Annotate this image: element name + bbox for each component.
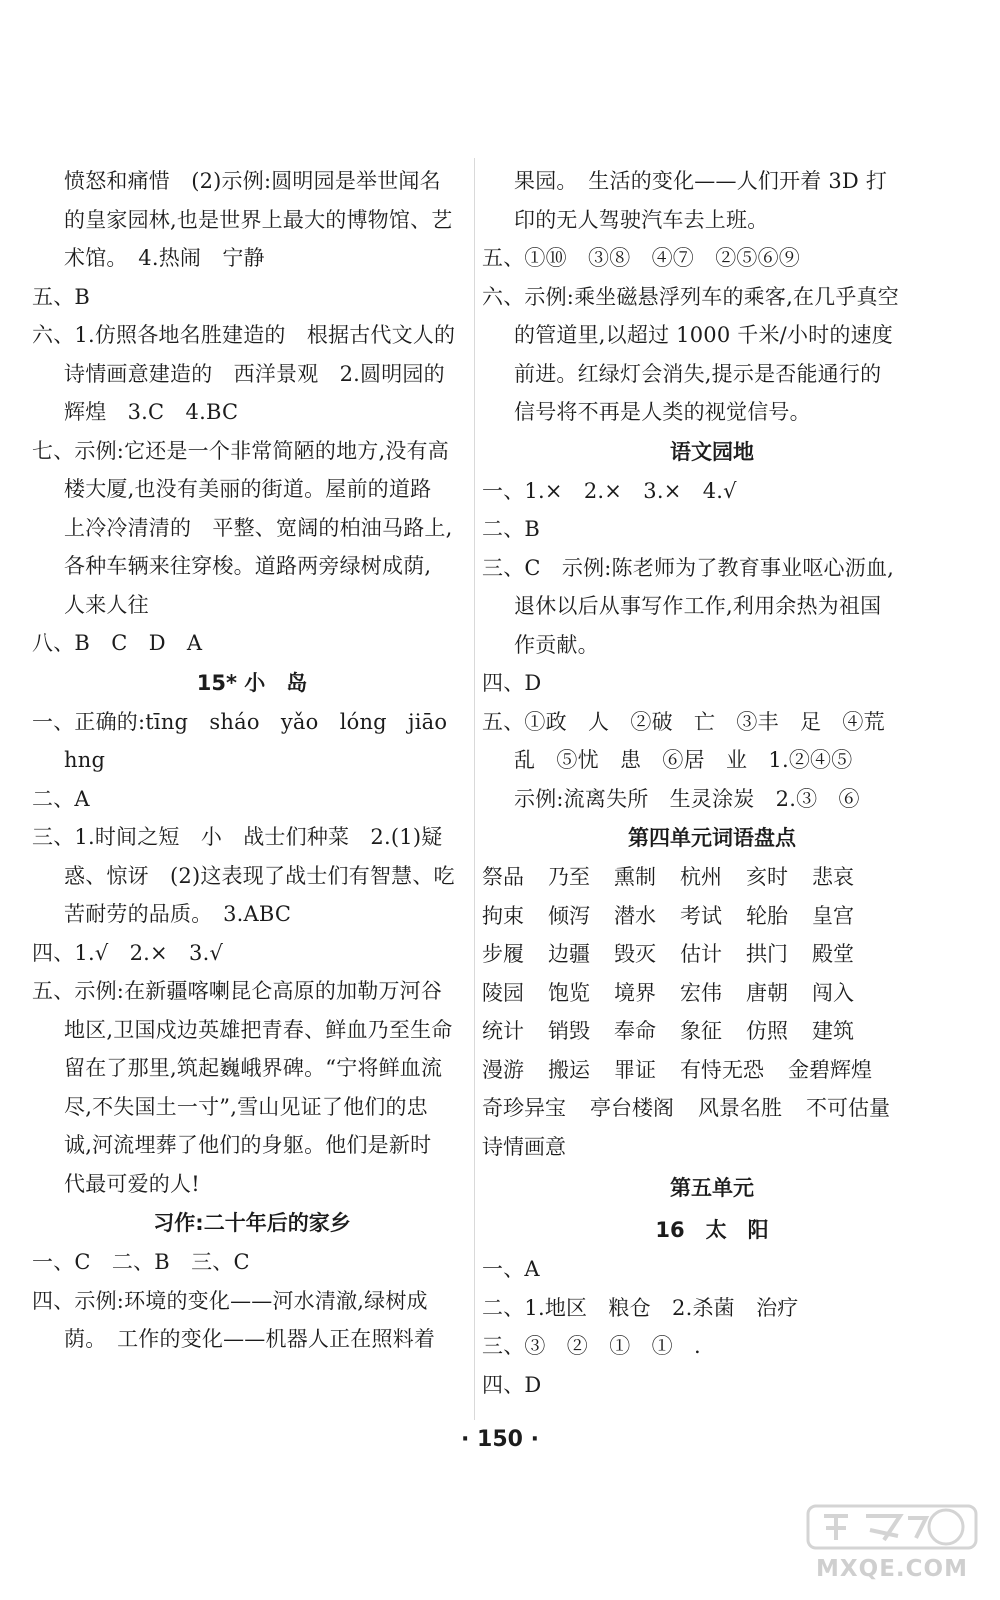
watermark-stamp-icon — [804, 1500, 980, 1552]
answer-line: 一、正确的:tīng sháo yǎo lóng jiāo — [32, 709, 448, 734]
vocab-row — [482, 1051, 942, 1090]
vocab-word: 杭州 — [680, 865, 722, 889]
vocab-word: 倾泻 — [548, 903, 590, 928]
vocab-word: 金碧辉煌 — [788, 1057, 872, 1082]
answer-line: 示例:流离失所 生灵涂炭 2.③ ⑥ — [514, 786, 860, 811]
answer-line: 一、C 二、B 三、C — [32, 1250, 250, 1274]
vocab-word: 陵园 — [482, 980, 524, 1005]
answer-line: 乱 ⑤忧 患 ⑥居 业 1.②④⑤ — [514, 748, 853, 772]
vocab-word: 奉命 — [614, 1019, 656, 1043]
page-number: · 150 · — [461, 1427, 539, 1452]
answer-line: 六、1.仿照各地名胜建造的 根据古代文人的 — [32, 323, 456, 347]
vocab-row — [482, 858, 942, 897]
vocab-word: 边疆 — [548, 942, 590, 966]
vocab-word: 销毁 — [548, 1019, 590, 1043]
answer-line: 愤怒和痛惜 (2)示例:圆明园是举世闻名 — [64, 169, 441, 193]
answer-line: 二、1.地区 粮仓 2.杀菌 治疗 — [482, 1295, 799, 1320]
vocab-word: 唐朝 — [746, 980, 788, 1005]
vocab-word: 估计 — [680, 942, 722, 966]
answer-line: 惑、惊讶 (2)这表现了战士们有智慧、吃 — [64, 863, 455, 888]
answer-line: 一、1.× 2.× 3.× 4.√ — [482, 478, 737, 503]
answer-line: 六、示例:乘坐磁悬浮列车的乘客,在几乎真空 — [482, 284, 899, 309]
answer-line: 一、A — [482, 1257, 540, 1281]
vocab-word: 仿照 — [746, 1019, 788, 1043]
vocab-word: 皇宫 — [812, 903, 854, 928]
answer-line: 诚,河流埋葬了他们的身躯。他们是新时 — [64, 1133, 432, 1157]
vocab-word: 殿堂 — [812, 942, 854, 966]
vocab-word: 风景名胜 — [698, 1096, 782, 1120]
answer-line: 诗情画意建造的 西洋景观 2.圆明园的 — [64, 361, 445, 386]
answer-line: 三、C 示例:陈老师为了教育事业呕心沥血, — [482, 555, 895, 580]
vocab-row — [482, 935, 942, 974]
answer-line: 五、①⑩ ③⑧ ④⑦ ②⑤⑥⑨ — [482, 246, 800, 270]
right-column-answers — [482, 162, 942, 858]
vocab-word: 漫游 — [482, 1057, 524, 1082]
answer-line: 作贡献。 — [514, 632, 599, 657]
vocab-word: 亭台楼阁 — [590, 1096, 674, 1120]
column-divider — [474, 158, 475, 1420]
answer-line: 楼大厦,也没有美丽的街道。屋前的道路 — [64, 477, 432, 501]
watermark-url: MXQE.COM — [816, 1556, 968, 1582]
section-heading: 语文园地 — [670, 439, 754, 464]
section-heading: 第四单元词语盘点 — [628, 826, 796, 850]
vocab-word: 轮胎 — [746, 903, 788, 928]
vocab-word: 亥时 — [746, 865, 788, 889]
answer-line: 四、示例:环境的变化——河水清澈,绿树成 — [32, 1288, 428, 1313]
answer-line: 退休以后从事写作工作,利用余热为祖国 — [514, 594, 882, 618]
answer-line: 人来人往 — [64, 592, 149, 617]
answer-line: 印的无人驾驶汽车去上班。 — [514, 207, 769, 232]
vocab-word: 罪证 — [614, 1057, 656, 1082]
section-heading: 第五单元 — [670, 1176, 754, 1200]
vocab-row — [482, 1089, 942, 1128]
answer-line: 辉煌 3.C 4.BC — [64, 400, 239, 424]
answer-line: 三、1.时间之短 小 战士们种菜 2.(1)疑 — [32, 825, 443, 849]
vocab-word: 宏伟 — [680, 980, 722, 1005]
answer-line: 的皇家园林,也是世界上最大的博物馆、艺 — [64, 207, 453, 232]
vocab-word: 拱门 — [746, 942, 788, 966]
answer-line: 八、B C D A — [32, 631, 203, 655]
answer-line: 术馆。 4.热闹 宁静 — [64, 246, 265, 270]
vocab-word: 搬运 — [548, 1057, 590, 1082]
vocab-row — [482, 1128, 942, 1167]
vocab-word: 考试 — [680, 903, 722, 928]
answer-line: hng — [64, 748, 106, 772]
answer-line: 五、①政 人 ②破 亡 ③丰 足 ④荒 — [482, 709, 885, 734]
answer-line: 四、1.√ 2.× 3.√ — [32, 940, 224, 965]
answer-line: 信号将不再是人类的视觉信号。 — [514, 400, 811, 424]
answer-line: 苦耐劳的品质。 3.ABC — [64, 902, 292, 926]
answer-line: 上冷冷清清的 平整、宽阔的柏油马路上, — [64, 515, 453, 540]
vocab-word: 境界 — [614, 980, 656, 1005]
answer-line: 地区,卫国戍边英雄把青春、鲜血乃至生命 — [64, 1017, 453, 1042]
answer-line: 五、示例:在新疆喀喇昆仑高原的加勒万河谷 — [32, 979, 443, 1003]
vocab-word: 步履 — [482, 942, 524, 966]
answer-line: 果园。 生活的变化——人们开着 3D 打 — [514, 169, 888, 193]
vocab-word: 统计 — [482, 1019, 524, 1043]
vocab-word: 不可估量 — [806, 1096, 890, 1120]
right-column-unit-five — [482, 1166, 942, 1404]
vocab-word: 悲哀 — [812, 865, 854, 889]
vocab-row — [482, 897, 942, 936]
vocab-word: 饱览 — [548, 980, 590, 1005]
answer-line: 三、③ ② ① ① . — [482, 1334, 701, 1358]
answer-line: 尽,不失国土一寸”,雪山见证了他们的忠 — [64, 1094, 428, 1119]
answer-line: 荫。 工作的变化——机器人正在照料着 — [64, 1327, 436, 1351]
answer-line: 代最可爱的人! — [64, 1171, 200, 1196]
left-column — [32, 162, 472, 1359]
vocabulary-list — [482, 858, 942, 1166]
vocab-word: 建筑 — [812, 1019, 854, 1043]
answer-line: 四、D — [482, 671, 542, 695]
vocab-word: 奇珍异宝 — [482, 1096, 566, 1120]
vocab-word: 闯入 — [812, 980, 854, 1005]
answer-line: 的管道里,以超过 1000 千米/小时的速度 — [514, 323, 893, 347]
answer-line: 前进。红绿灯会消失,提示是否能通行的 — [514, 361, 882, 386]
vocab-word: 乃至 — [548, 865, 590, 889]
watermark-logo — [804, 1496, 980, 1592]
answer-line: 各种车辆来往穿梭。道路两旁绿树成荫, — [64, 554, 432, 578]
vocab-word: 诗情画意 — [482, 1134, 566, 1159]
vocab-word: 象征 — [680, 1019, 722, 1043]
vocab-word: 熏制 — [614, 865, 656, 889]
answer-line: 七、示例:它还是一个非常简陋的地方,没有高 — [32, 438, 449, 463]
answer-line: 二、A — [32, 786, 90, 811]
vocab-row — [482, 1012, 942, 1051]
vocab-word: 祭品 — [482, 865, 524, 889]
vocab-word: 有恃无恐 — [680, 1057, 764, 1082]
vocab-word: 拘束 — [482, 903, 524, 928]
section-heading: 15* 小 岛 — [196, 670, 308, 695]
section-heading: 习作:二十年后的家乡 — [153, 1211, 351, 1235]
answer-line: 五、B — [32, 284, 91, 309]
answer-line: 留在了那里,筑起巍峨界碑。“宁将鲜血流 — [64, 1056, 443, 1080]
vocab-row — [482, 974, 942, 1013]
answer-line: 四、D — [482, 1372, 542, 1397]
vocab-word: 毁灭 — [614, 942, 656, 966]
right-column — [482, 162, 942, 1404]
answer-line: 二、B — [482, 517, 541, 541]
vocab-word: 潜水 — [614, 903, 656, 928]
section-heading: 16 太 阳 — [655, 1218, 769, 1242]
